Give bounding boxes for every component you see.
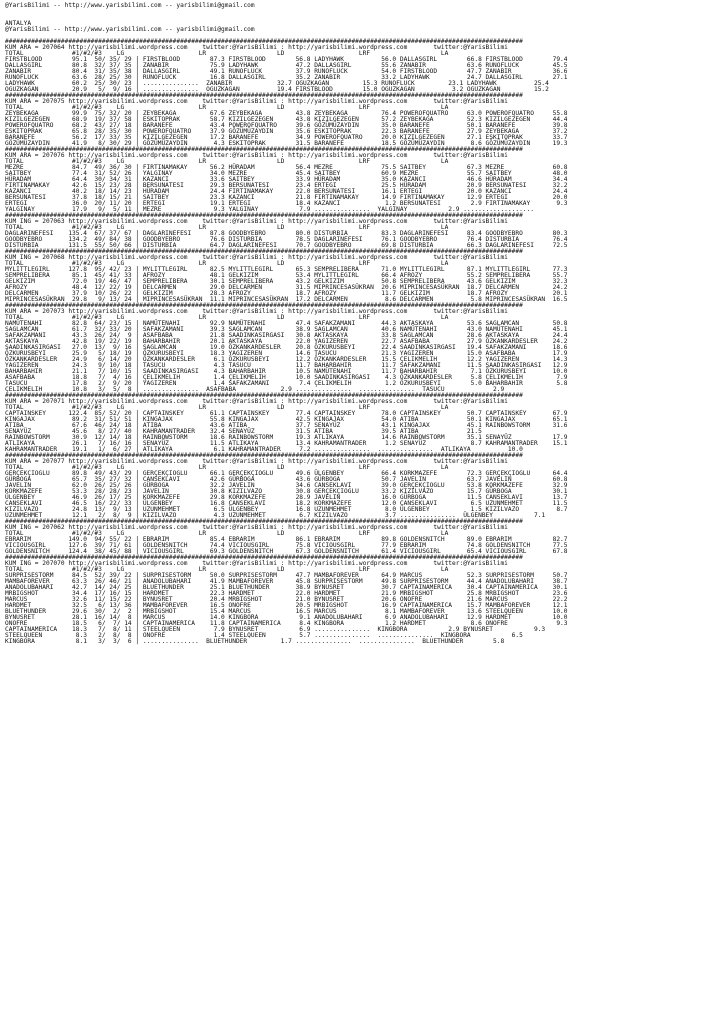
column-header: TOTAL #1/#2/#3 LG LR LD LRF LA (5, 260, 449, 267)
runner-row: AKTASKAYA 42.8 19/ 22/ 19 | BAHARBAHIR 20.1 AKTASKAYA 22.0 YAGIZEREN 22.7 ASAFBABA 27.9 ÖZKANKARDESLER 24.2 (5, 338, 568, 345)
runner-row: ZANABIR 80.4 31/ 35/ 38 | DALLASGIRL 49.1 RUNOFLUCK 37.9 RUNOFLUCK 54.0 FIRSTBLOOD 47.7 ZANABIR 36.6 (5, 68, 568, 75)
runner-row: YAGIZEREN 24.3 9/ 10/ 18 | TASUCU 4.3 TASUCU 11.7 BAHARBAHIR 11.7 SAFAKZAMANI 11.5 SAADINKASIRGASI 12.9 (5, 362, 568, 369)
separator-line: ########################################################################################################################################### (5, 38, 523, 45)
runner-row: MRBIGSHOT 34.4 17/ 16/ 15 | HARDMET 22.3 HARDMET 22.0 HARDMET 21.9 MRBIGSHOT 25.8 MRBIGSHOT 23.6 (5, 590, 568, 597)
runner-row: CANSEKLAVI 46.5 16/ 22/ 33 | ÜLGENBEY 16.8 CANSEKLAVI 18.2 KORKMAZEFE 12.0 CANSEKLAVI 6.5 UZUNMEHMET 11.5 (5, 500, 568, 507)
runner-row: ATIBA 67.6 46/ 24/ 18 | ATIBA 43.6 ATIBA 37.7 SENAYÜZ 43.1 KINGAJAX 45.1 RAINBOWSTORM 31.6 (5, 422, 568, 429)
runner-row: KORKMAZEFE 53.3 28/ 28/ 23 | JAVELIN 30.8 KIZILVAZO 30.8 GERÇEKÇIOGLU 33.2 KIZILVAZO 15.7 GÜRBOGA 30.1 (5, 488, 568, 495)
runner-row: YALGINAY 17.9 9/ 5/ 11 | MEZRE 9.3 YALGINAY 7.9 ............... YALGINAY 2.9 ................... (5, 206, 534, 213)
separator-line: ########################################################################################################################################### (5, 212, 523, 219)
runner-row: ESKITOPRAK 65.8 28/ 35/ 30 | POWEROFQUATRO 37.9 GÖZÜMÜZAYDIN 35.6 ESKITOPRAK 22.3 BARANEFE 27.9 ZEYBEKAGA 37.2 (5, 128, 568, 135)
runner-row: RUNOFLUCK 63.6 28/ 25/ 30 | RUNOFLUCK 16.8 DALLASGIRL 35.2 ZANABIR 33.2 LADYHAWK 24.7 DALLASGIRL 27.1 (5, 74, 568, 81)
runner-row: DALLASGIRL 80.8 32/ 37/ 35 | ZANABIR 75.9 LADYHAWK 47.2 DALLASGIRL 55.6 ZANABIR 63.6 RUNOFLUCK 45.5 (5, 62, 568, 69)
runner-row: DISTURBIA 131.5 55/ 50/ 66 | DISTURBIA 64.7 DAGLARINEFESI 70.7 GOODBYEBRO 69.8 DISTURBIA 66.3 DAGLARINEFESI 72.5 (5, 242, 568, 249)
runner-row: TASUCU 17.8 2/ 9/ 20 | YAGIZEREN 1.4 SAFAKZAMANI 7.4 ÇELIKMELIH 1.2 ÖZKURUSBEYI 5.0 BAHARBAHIR 5.8 (5, 380, 568, 387)
runner-row: SURPRISESTORM 84.5 52/ 39/ 22 | SURPRISESTORM 50.0 SURPRISESTORM 47.7 MAMBAFOREVER 64.9 MARCUS 52.3 SURPRISESTORM 50.7 (5, 572, 568, 579)
column-header: TOTAL #1/#2/#3 LG LR LD LRF LA (5, 158, 449, 165)
runner-row: SAFAKZAMANI 43.3 26/ 24/ 9 | ASAFBABA 21.8 SAADINKASIRGASI 30.8 AKTASKAYA 33.8 SAGLAMCAN 28.6 AKTASKAYA 24.4 (5, 332, 568, 339)
runner-row: KAHRAMANTRADER 19.1 1/ 6/ 27 | ATLIKAYA 6.1 KAHRAMANTRADER 7.2 ............... ............... ATLIKAYA 10.0 (5, 446, 523, 453)
runner-row: ÖZKURUSBEYI 25.9 5/ 18/ 19 | ÖZKURUSBEYI 18.3 YAGIZEREN 14.6 TASUCU 21.3 YAGIZEREN 15.0 ASAFBABA 17.9 (5, 350, 568, 357)
runner-row: KIZILVAZO 24.8 13/ 9/ 13 | UZUNMEHMET 6.5 ÜLGENBEY 16.8 UZUNMEHMET 8.0 ÜLGENBEY 1.5 KIZILVAZO 8.7 (5, 506, 568, 513)
runner-row: KIZILGEZEGEN 68.9 19/ 37/ 58 | ESKITOPRAK 58.7 KIZILGEZEGEN 43.8 KIZILGEZEGEN 57.2 ZEYBEKAGA 52.3 KIZILGEZEGEN 44.4 (5, 116, 568, 123)
runner-row: CAPTAINSKEY 122.4 85/ 52/ 20 | CAPTAINSKEY 61.1 CAPTAINSKEY 77.4 CAPTAINSKEY 78.0 CAPTAINSKEY 50.7 CAPTAINSKEY 67.9 (5, 410, 568, 417)
column-header: TOTAL #1/#2/#3 LG LR LD LRF LA (5, 566, 449, 573)
separator-line: ########################################################################################################################################### (5, 248, 523, 255)
runner-row: DELCARMEN 37.9 10/ 26/ 22 | GELKIZIM 28.3 AFROZY 18.7 AFROZY 11.7 GELKIZIM 18.7 AFROZY 20.1 (5, 290, 568, 297)
race-header: KUM ARA = 207075 http://yarisbilimi.wordpress.com twitter:@YarisBilimi : http://yarisbilimi.wordpress.com twitter:@YarisBilimi (5, 98, 508, 105)
race-header: KUM ARA = 207073 http://yarisbilimi.wordpress.com twitter:@YarisBilimi : http://yarisbilimi.wordpress.com twitter:@YarisBilimi (5, 308, 508, 315)
runner-row: KINGAJAX 89.2 31/ 51/ 51 | KINGAJAX 55.8 KINGAJAX 42.5 KINGAJAX 54.0 ATIBA 50.1 KINGAJAX 65.1 (5, 416, 568, 423)
runner-row: SEMPRELIBERA 85.1 45/ 41/ 33 | AFROZY 48.1 GELKIZIM 53.4 MYLITTLEGIRL 66.4 AFROZY 55.2 SEMPRELIBERA 55.7 (5, 272, 568, 279)
header-byline: @YarisBilimi -- http://www.yarisbilimi.com -- yarisbilimi@gmail.com (5, 2, 255, 9)
column-header: TOTAL #1/#2/#3 LG LR LD LRF LA (5, 224, 449, 231)
race-header: KUM ARA = 207076 http://yarisbilimi.wordpress.com twitter:@YarisBilimi : http://yarisbilimi.wordpress.com twitter:@YarisBilimi (5, 152, 508, 159)
runner-row: POWEROFQUATRO 68.2 43/ 27/ 18 | BARANEFE 43.4 POWEROFQUATRO 39.6 GÖZÜMÜZAYDIN 35.0 BARANEFE 50.1 BARANEFE 39.8 (5, 122, 568, 129)
runner-row: GOLDENSNITCH 124.4 38/ 45/ 88 | VICIOUSGIRL 69.3 GOLDENSNITCH 67.3 GOLDENSNITCH 61.4 VICIOUSGIRL 65.4 VICIOUSGIRL 67.8 (5, 548, 568, 555)
runner-row: GERÇEKÇIOGLU 89.8 49/ 43/ 29 | GERÇEKÇIOGLU 66.1 GERÇEKÇIOGLU 49.6 ÜLGENBEY 66.4 KORKMAZEFE 72.3 GERÇEKÇIOGLU 64.4 (5, 470, 568, 477)
runner-row: DAGLARINEFESI 135.4 67/ 37/ 67 | DAGLARINEFESI 87.8 GOODBYEBRO 80.0 DISTURBIA 83.3 DAGLARINEFESI 83.4 GOODBYEBRO 80.3 (5, 230, 568, 237)
column-header: TOTAL #1/#2/#3 LG LR LD LRF LA (5, 314, 449, 321)
runner-row: MYLITTLEGIRL 127.8 95/ 42/ 23 | MYLITTLEGIRL 82.5 MYLITTLEGIRL 65.3 SEMPRELIBERA 71.0 MYLITTLEGIRL 87.1 MYLITTLEGIRL 77.3 (5, 266, 568, 273)
runner-row: JAVELIN 62.0 26/ 25/ 26 | GÜRBOGA 32.2 JAVELIN 34.6 CANSEKLAVI 39.0 GERÇEKÇIOGLU 53.8 KORKMAZEFE 32.9 (5, 482, 568, 489)
column-header: TOTAL #1/#2/#3 LG LR LD LRF LA (5, 530, 449, 537)
runner-row: NAMÜTENAHI 82.8 64/ 23/ 15 | NAMÜTENAHI 92.9 NAMÜTENAHI 47.4 SAFAKZAMANI 44.3 AKTASKAYA 53.6 SAGLAMCAN 50.8 (5, 320, 568, 327)
separator-line: ########################################################################################################################################### (5, 554, 523, 561)
runner-row: GOODBYEBRO 134.2 49/ 84/ 38 | GOODBYEBRO 76.6 DISTURBIA 78.5 DAGLARINEFESI 76.1 GOODBYEBRO 76.4 DISTURBIA 76.4 (5, 236, 568, 243)
runner-row: SAGLAMCAN 61.7 32/ 33/ 20 | SAFAKZAMANI 39.3 SAGLAMCAN 38.9 SAGLAMCAN 40.6 NAMÜTENAHI 43.0 NAMÜTENAHI 45.1 (5, 326, 568, 333)
column-header: TOTAL #1/#2/#3 LG LR LD LRF LA (5, 464, 449, 471)
runner-row: ÇELIKMELIH 10.8 3/ 5/ 8 | ............... ASAFBABA 2.9 ............... ............... TASUCU 2.9 (5, 386, 505, 393)
runner-row: LADYHAWK 60.2 25/ 30/ 23 | ............... ZANABIR 32.7 OGUZKAGAN 15.3 RUNOFLUCK 23.1 LADYHAWK 25.4 (5, 80, 549, 87)
runner-row: FIRSTBLOOD 95.1 50/ 35/ 29 | FIRSTBLOOD 87.3 FIRSTBLOOD 56.8 LADYHAWK 56.0 DALLASGIRL 66.8 FIRSTBLOOD 79.4 (5, 56, 568, 63)
separator-line: ########################################################################################################################################### (5, 452, 523, 459)
runner-row: ÜLGENBEY 46.9 26/ 17/ 25 | KORKMAZEFE 29.8 KORKMAZEFE 28.9 JAVELIN 16.0 GÜRBOGA 11.5 CANSEKLAVI 13.7 (5, 494, 568, 501)
runner-row: SAADINKASIRGASI 27.0 13/ 9/ 16 | SAGLAMCAN 19.0 ÖZKANKARDESLER 20.8 ÖZKURUSBEYI 22.4 SAADINKASIRGASI 19.4 SAFAKZAMANI 18.6 (5, 344, 568, 351)
runner-row: ASAFBABA 18.8 7/ 4/ 16 | ÇELIKMELIH 1.4 ÇELIKMELIH 10.0 SAADINKASIRGASI 4.3 ÖZKANKARDESLER 5.8 ÇELIKMELIH 7.9 (5, 374, 568, 381)
city-byline: @YarisBilimi -- http://www.yarisbilimi.com -- yarisbilimi@gmail.com (5, 26, 255, 33)
separator-line: ########################################################################################################################################### (5, 92, 523, 99)
runner-row: EBRARIM 149.0 94/ 55/ 22 | EBRARIM 85.4 EBRARIM 86.1 EBRARIM 89.8 GOLDENSNITCH 89.0 EBRARIM 82.7 (5, 536, 568, 543)
race-header: KUM ARA = 207064 http://yarisbilimi.wordpress.com twitter:@YarisBilimi : http://yarisbilimi.wordpress.com twitter:@YarisBilimi (5, 44, 508, 51)
runner-row: FIRTINAMAKAY 42.6 15/ 23/ 28 | BERSUNATESI 29.3 BERSUNATESI 23.4 ERTEGI 25.5 HÜRADAM 20.9 BERSUNATESI 32.2 (5, 182, 568, 189)
runner-row: MARCUS 32.6 11/ 15/ 22 | BYNUSRET 20.4 MRBIGSHOT 21.0 BYNUSRET 20.6 ONOFRE 21.6 MARCUS 22.2 (5, 596, 568, 603)
runner-row: GÖZÜMÜZAYDIN 41.9 8/ 30/ 29 | GÖZÜMÜZAYDIN 4.3 ESKITOPRAK 31.5 BARANEFE 18.5 GÖZÜMÜZAYDIN 8.6 GÖZÜMÜZAYDIN 19.3 (5, 140, 568, 147)
runner-row: ERTEGI 36.0 20/ 11/ 20 | ERTEGI 19.1 ERTEGI 18.4 KAZANCI 1.2 BERSUNATESI 2.9 FIRTINAMAKAY 9.3 (5, 200, 568, 207)
race-header: KUM ARA = 207077 http://yarisbilimi.wordpress.com twitter:@YarisBilimi : http://yarisbilimi.wordpress.com twitter:@YarisBilimi (5, 458, 508, 465)
column-header: TOTAL #1/#2/#3 LG LR LD LRF LA (5, 50, 449, 57)
runner-row: STEELQUEEN 8.3 2/ 8/ 8 | ONOFRE 1.4 STEELQUEEN 5.7 ............... ............... KINGBORA 6.5 (5, 632, 523, 639)
runner-row: OGUZKAGAN 20.9 5/ 9/ 16 | ............... OGUZKAGAN 19.4 FIRSTBLOOD 15.0 OGUZKAGAN 3.2 OGUZKAGAN 15.2 (5, 86, 549, 93)
runner-row: RAINBOWSTORM 30.9 12/ 14/ 18 | RAINBOWSTORM 18.6 RAINBOWSTORM 19.3 ATLIKAYA 14.6 RAINBOWSTORM 35.1 SENAYÜZ 17.9 (5, 434, 568, 441)
separator-line: ########################################################################################################################################### (5, 302, 523, 309)
runner-row: VICIOUSGIRL 127.6 39/ 71/ 61 | GOLDENSNITCH 74.4 VICIOUSGIRL 75.8 VICIOUSGIRL 77.9 EBRARIM 74.8 GOLDENSNITCH 77.5 (5, 542, 568, 549)
runner-row: ANADOLUBAHARI 42.7 14/ 24/ 25 | BLUETHUNDER 25.1 BLUETHUNDER 38.9 BYNUSRET 30.7 CAPTAINAMERICA 30.4 CAPTAINAMERICA 30.1 (5, 584, 568, 591)
race-header: KUM ING = 207068 http://yarisbilimi.wordpress.com twitter:@YarisBilimi : http://yarisbilimi.wordpress.com twitter:@YarisBilimi (5, 254, 508, 261)
runner-row: BYNUSRET 28.1 16/ 14/ 8 | MARCUS 14.0 KINGBORA 9.1 ANADOLUBAHARI 6.9 ANADOLUBAHARI 12.9 HARDMET 10.0 (5, 614, 568, 621)
runner-row: SENAYÜZ 45.6 8/ 27/ 40 | KAHRAMANTRADER 32.4 SENAYÜZ 31.5 ATIBA 39.5 ATIBA 21.5 (5, 428, 482, 435)
runner-row: BLUETHUNDER 29.6 30/ 2/ 2 | MRBIGSHOT 15.4 MARCUS 16.5 MARCUS 8.1 MAMBAFOREVER 13.6 STEELQUEEN 10.0 (5, 608, 568, 615)
runner-row: HÜRADAM 64.4 30/ 34/ 31 | KAZANCI 33.6 SAITBEY 33.9 HÜRADAM 35.0 KAZANCI 46.6 HÜRADAM 34.4 (5, 176, 568, 183)
runner-row: GELKIZIM 72.0 19/ 46/ 47 | SEMPRELIBERA 30.1 SEMPRELIBERA 43.2 GELKIZIM 50.8 SEMPRELIBERA 43.6 GELKIZIM 32.3 (5, 278, 568, 285)
runner-row: MAMBAFOREVER 63.3 26/ 46/ 21 | ANADOLUBAHARI 41.9 MAMBAFOREVER 45.8 SURPRISESTORM 49.8 SURPRISESTORM 44.4 ANADOLUBAHARI 38.7 (5, 578, 568, 585)
runner-row: GÜRBOGA 65.7 35/ 27/ 32 | CANSEKLAVI 42.6 GÜRBOGA 43.6 GÜRBOGA 50.7 JAVELIN 63.7 JAVELIN 60.8 (5, 476, 568, 483)
runner-row: AFROZY 48.4 12/ 22/ 19 | DELCARMEN 29.0 DELCARMEN 31.5 MIPRINCESASÜKRAN 20.6 MIPRINCESASÜKRAN 18.7 DELCARMEN 24.2 (5, 284, 568, 291)
column-header: TOTAL #1/#2/#3 LG LR LD LRF LA (5, 404, 449, 411)
runner-row: HARDMET 32.5 6/ 13/ 36 | MAMBAFOREVER 16.5 ONOFRE 20.5 MRBIGSHOT 16.9 CAPTAINAMERICA 15.7 MAMBAFOREVER 12.1 (5, 602, 568, 609)
runner-row: BARANEFE 56.2 17/ 33/ 35 | KIZILGEZEGEN 17.2 BARANEFE 34.9 POWEROFQUATRO 20.0 KIZILGEZEGEN 27.1 ESKITOPRAK 33.7 (5, 134, 568, 141)
runner-row: ONOFRE 18.5 6/ 7/ 14 | CAPTAINAMERICA 11.8 CAPTAINAMERICA 8.4 KINGBORA 1.2 HARDMET 8.6 ONOFRE 9.3 (5, 620, 568, 627)
runner-row: KAZANCI 40.2 18/ 14/ 23 | HÜRADAM 24.4 FIRTINAMAKAY 22.0 BERSUNATESI 16.1 ERTEGI 20.0 KAZANCI 24.4 (5, 188, 568, 195)
runner-row: ÖZKANKARDESLER 24.9 6/ 14/ 20 | ÖZKANKARDESLER 6.1 ÖZKURUSBEYI 12.2 ÖZKANKARDESLER 15.5 ÇELIKMELIH 12.2 YAGIZEREN 14.3 (5, 356, 568, 363)
separator-line: ########################################################################################################################################### (5, 392, 523, 399)
runner-row: CAPTAINAMERICA 18.3 7/ 8/ 11 | STEELQUEEN 7.9 BYNUSRET 6.9 ............... KINGBORA 2.9 BYNUSRET 9.3 (5, 626, 546, 633)
runner-row: KINGBORA 8.1 3/ 3/ 6 | ............... BLUETHUNDER 1.7 ............... ............... BLUETHUNDER 5.8 (5, 638, 505, 645)
runner-row: BERSUNATESI 37.8 18/ 15/ 21 | SAITBEY 23.3 KAZANCI 21.8 FIRTINAMAKAY 14.9 FIRTINAMAKAY 12.9 ERTEGI 20.0 (5, 194, 568, 201)
race-header: KUM ING = 207063 http://yarisbilimi.wordpress.com twitter:@YarisBilimi : http://yarisbilimi.wordpress.com twitter:@YarisBilimi (5, 218, 508, 225)
race-header: KUM ARA = 207071 http://yarisbilimi.wordpress.com twitter:@YarisBilimi : http://yarisbilimi.wordpress.com twitter:@YarisBilimi (5, 398, 508, 405)
runner-row: UZUNMEHMET 12.1 2/ 8/ 9 | KIZILVAZO 4.3 UZUNMEHMET 6.7 KIZILVAZO 3.7 ............... ÜLGENBEY 7.1 (5, 512, 546, 519)
race-header: KUM ING = 207062 http://yarisbilimi.wordpress.com twitter:@YarisBilimi : http://yarisbilimi.wordpress.com twitter:@YarisBilimi (5, 524, 508, 531)
runner-row: SAITBEY 77.4 31/ 52/ 26 | YALGINAY 34.0 MEZRE 45.4 SAITBEY 60.9 MEZRE 55.7 SAITBEY 48.0 (5, 170, 568, 177)
race-header: KUM ING = 207070 http://yarisbilimi.wordpress.com twitter:@YarisBilimi : http://yarisbilimi.wordpress.com twitter:@YarisBilimi (5, 560, 508, 567)
race-stats-document (5, 3, 721, 645)
runner-row: BAHARBAHIR 21.1 7/ 10/ 15 | SAADINKASIRGASI 4.3 BAHARBAHIR 10.5 NAMÜTENAHI 11.7 BAHARBAHIR 7.1 ÖZKURUSBEYI 10.0 (5, 368, 568, 375)
runner-row: MEZRE 84.7 49/ 36/ 30 | FIRTINAMAKAY 56.2 HÜRADAM 56.4 MEZRE 75.5 SAITBEY 67.3 MEZRE 60.8 (5, 164, 568, 171)
column-header: TOTAL #1/#2/#3 LG LR LD LRF LA (5, 104, 449, 111)
runner-row: ZEYBEKAGA 99.9 75/ 32/ 20 | ZEYBEKAGA 67.6 ZEYBEKAGA 43.8 ZEYBEKAGA 76.4 POWEROFQUATRO 63.0 POWEROFQUATRO 55.8 (5, 110, 568, 117)
city-title: ANTALYA (5, 20, 32, 27)
separator-line: ########################################################################################################################################### (5, 146, 523, 153)
separator-line: ########################################################################################################################################### (5, 518, 523, 525)
runner-row: ATLIKAYA 26.1 7/ 16/ 16 | SENAYÜZ 11.5 ATLIKAYA 13.4 KAHRAMANTRADER 1.2 SENAYÜZ 8.7 KAHRAMANTRADER 15.1 (5, 440, 568, 447)
runner-row: MIPRINCESASÜKRAN 29.8 9/ 13/ 24 | MIPRINCESASÜKRAN 11.1 MIPRINCESASÜKRAN 17.2 DELCARMEN 8.6 DELCARMEN 5.8 MIPRINCESASÜKRAN 16.5 (5, 296, 568, 303)
